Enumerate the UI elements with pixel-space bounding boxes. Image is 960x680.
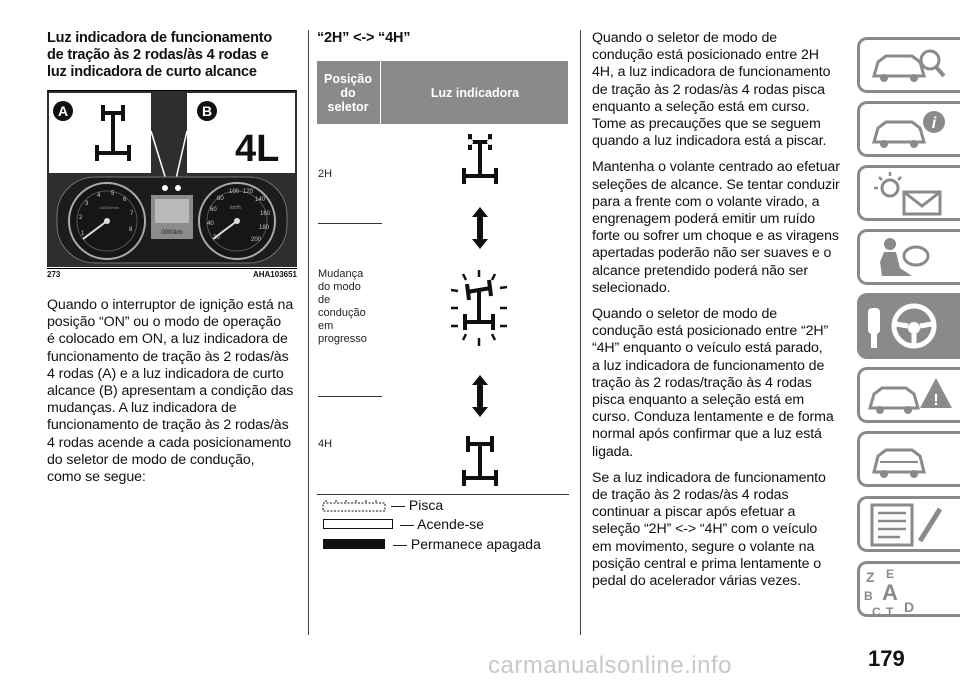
svg-text:4: 4 — [97, 193, 101, 199]
transition-arrow-icon — [470, 207, 490, 249]
tab-airbag-safety[interactable] — [857, 229, 960, 285]
row-changing-label: Mudança do modo de condução em progresso — [318, 268, 367, 345]
car-search-icon — [860, 40, 960, 90]
row-4h-label: 4H — [318, 438, 333, 450]
svg-text:km/h: km/h — [230, 205, 241, 211]
paragraph-3: Quando o seletor de modo de condução está posicionado entre “2H” “4H” enquanto o veículo está parado, a luz indicadora de funcionamento de tração às 2 rodas/tração às 4 rodas pisca enquanto a seleção está em curso. Conduza lentamente e de forma normal após confirmar que a luz está ligada. — [592, 306, 834, 460]
row-divider — [318, 223, 382, 224]
dashboard-figure — [47, 90, 297, 267]
svg-text:40: 40 — [207, 221, 214, 227]
svg-text:C: C — [872, 605, 881, 619]
paragraph-4: Se a luz indicadora de funcionamento de tração às 2 rodas/às 4 rodas continuar a piscar após efetuar a seleção “2H” <-> “4H” com o veículo em movimento, segure o volante na posição central e prima lentamente o pedal do acelerador várias vezes. — [592, 469, 826, 590]
svg-text:8: 8 — [129, 227, 133, 233]
table-heading: “2H” <-> “4H” — [317, 30, 411, 46]
page-number: 179 — [868, 646, 905, 671]
4wd-off-icon — [452, 130, 508, 186]
header-indicator-light: Luz indicadora — [380, 61, 569, 124]
svg-text:60: 60 — [210, 207, 217, 213]
low-range-indicator-text: 4L — [235, 128, 280, 170]
tab-car-search[interactable] — [857, 37, 960, 93]
column-2 — [317, 30, 569, 47]
svg-text:5: 5 — [111, 191, 115, 197]
dashboard-illustration — [47, 91, 297, 267]
tab-checklist[interactable] — [857, 496, 960, 552]
paragraph-2: Mantenha o volante centrado ao efetuar seleções de alcance. Se tentar conduzir para a frente com o volante virado, a engrenagem poderá emitir um ruído forte ou sofrer um choque e as viragens apertadas poderão não ser suaves e o alcance pretendido poderá não ser selecionado. — [592, 159, 840, 296]
label-a: A — [57, 103, 69, 119]
svg-text:T: T — [886, 605, 894, 619]
car-service-icon — [860, 434, 960, 484]
watermark-text: carmanualsonline.info — [488, 652, 732, 679]
svg-text:140: 140 — [255, 197, 266, 203]
row-2h-label: 2H — [318, 168, 333, 180]
svg-text:100: 100 — [229, 189, 240, 195]
legend-blink-label: — Pisca — [391, 497, 444, 513]
figure-code: AHA103651 — [252, 270, 297, 279]
svg-text:20: 20 — [213, 235, 220, 241]
legend-on-swatch — [323, 519, 393, 529]
svg-text:1: 1 — [81, 231, 85, 237]
svg-text:x1000r/min: x1000r/min — [99, 205, 119, 210]
car-info-icon — [860, 104, 960, 154]
legend-blink-swatch — [322, 500, 388, 514]
section-heading: Luz indicadora de funcionamento de tração às 2 rodas/às 4 rodas e luz indicadora de curto alcance — [47, 30, 273, 80]
column-3 — [592, 30, 842, 590]
tab-car-service[interactable] — [857, 431, 960, 487]
indicator-b-dot — [175, 185, 181, 191]
paragraph-1: Quando o seletor de modo de condução está posicionado entre 2H 4H, a luz indicadora de funcionamento de tração às 2 rodas/às 4 rodas pisca enquanto a seleção está em curso. Tome as precauções que se seguem quando a luz indicadora está a piscar. — [592, 30, 831, 150]
car-breakdown-icon — [860, 370, 960, 420]
svg-text:2: 2 — [79, 215, 83, 221]
checklist-icon — [860, 499, 960, 549]
svg-text:D: D — [904, 599, 915, 615]
4wd-blinking-icon — [447, 268, 511, 348]
svg-text:3: 3 — [85, 201, 89, 207]
figure-number: 273 — [47, 270, 61, 279]
svg-text:160: 160 — [260, 211, 271, 217]
svg-text:7: 7 — [130, 211, 134, 217]
tab-driving-active[interactable] — [857, 293, 960, 359]
column-divider-2 — [580, 30, 581, 635]
airbag-person-icon — [860, 232, 960, 282]
svg-text:200: 200 — [251, 237, 262, 243]
svg-text:180: 180 — [259, 225, 270, 231]
intro-paragraph: Quando o interruptor de ignição está na posição “ON” ou o modo de operação é colocado em ON, a luz indicadora de funcionamento de tração às 2 rodas/às 4 rodas (A) e a luz indicadora de curto alcance (B) apresentam a condição das mudanças. A luz indicadora de funcionamento de tração às 2 rodas/às 4 rodas acende a cada posicionamento do seletor de modo de condução, como se segue: — [47, 297, 294, 486]
label-b: B — [201, 103, 213, 119]
svg-text:6: 6 — [123, 197, 127, 203]
svg-text:120: 120 — [243, 189, 254, 195]
table-header — [317, 61, 568, 124]
warning-lights-icon — [860, 168, 960, 218]
svg-text:i: i — [931, 115, 937, 132]
tab-car-info[interactable] — [857, 101, 960, 157]
svg-text:Z: Z — [866, 569, 875, 585]
indicator-a-dot — [162, 185, 168, 191]
row-divider — [318, 396, 382, 397]
svg-text:B: B — [864, 589, 873, 603]
svg-text:E: E — [886, 567, 895, 581]
legend-on-label: — Acende-se — [400, 516, 485, 532]
svg-text:A: A — [882, 580, 898, 605]
odometer-text: 0000km — [161, 230, 183, 236]
tab-alphabet-index[interactable] — [857, 561, 960, 617]
alphabet-index-icon — [860, 564, 960, 620]
table-bottom-rule — [317, 494, 569, 495]
transition-arrow-icon — [470, 375, 490, 417]
tab-warning-lights[interactable] — [857, 165, 960, 221]
legend-off-swatch — [323, 539, 385, 549]
column-1 — [47, 30, 297, 81]
column-divider-1 — [308, 30, 309, 635]
figure-caption — [47, 268, 297, 283]
legend-off-label: — Permanece apagada — [393, 536, 541, 552]
svg-text:!: ! — [933, 392, 939, 409]
tab-car-breakdown[interactable] — [857, 367, 960, 423]
key-steering-wheel-icon — [860, 296, 960, 356]
4wd-on-icon — [452, 432, 508, 488]
header-position: Posição do seletor — [324, 71, 372, 114]
svg-text:80: 80 — [217, 196, 224, 202]
